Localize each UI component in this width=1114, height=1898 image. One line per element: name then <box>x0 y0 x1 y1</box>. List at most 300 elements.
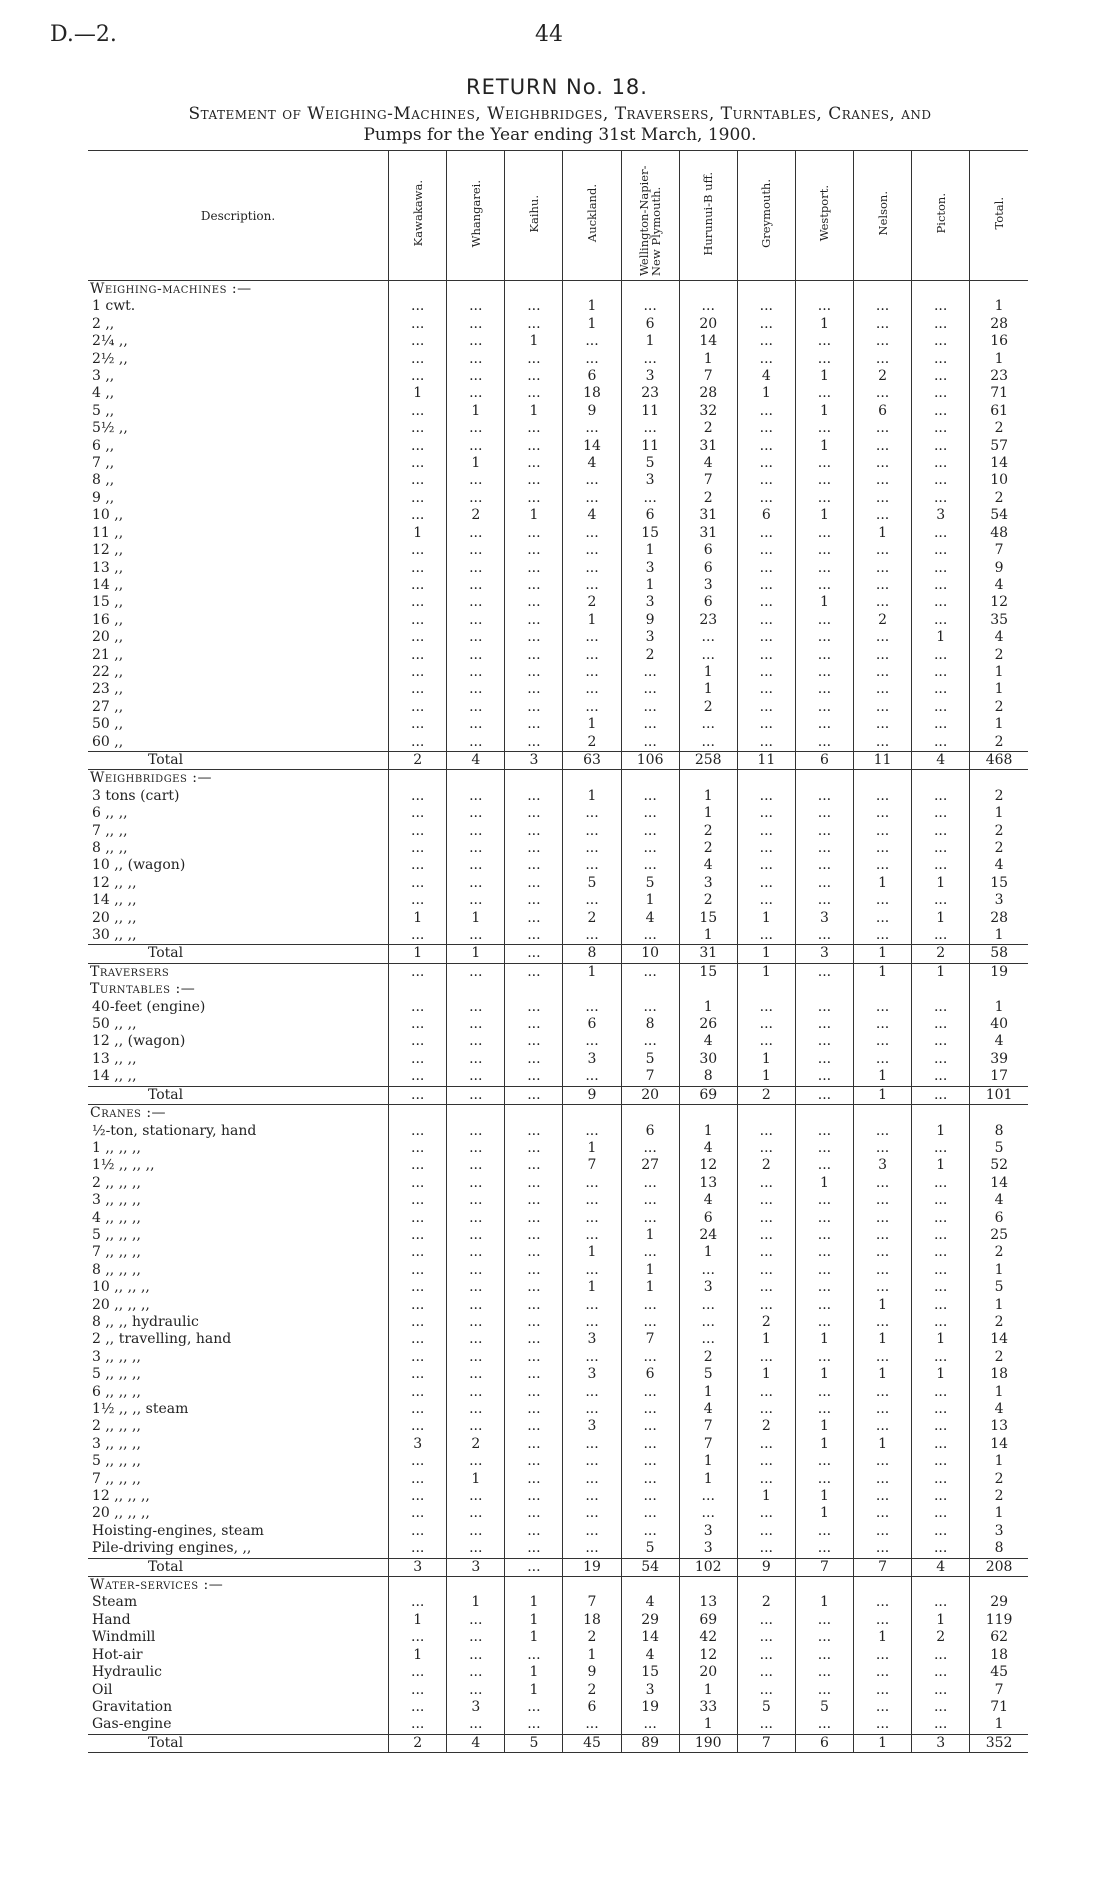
cell-value: ... <box>737 316 795 333</box>
cell-value: ... <box>563 1401 621 1418</box>
cell-value: ... <box>447 1401 505 1418</box>
cell-value: ... <box>854 316 912 333</box>
cell-value: 71 <box>970 385 1028 402</box>
cell-value: 1 <box>679 1453 737 1470</box>
cell-value: 1 <box>505 1664 563 1681</box>
table-row <box>88 542 1028 559</box>
table-row <box>88 1033 1028 1050</box>
row-label: 5 ,, ,, ,, <box>92 1453 141 1470</box>
cell-value: ... <box>447 788 505 805</box>
cell-value: ... <box>912 351 970 368</box>
cell-value: ... <box>737 1682 795 1699</box>
row-label: 10 ,, (wagon) <box>92 857 186 874</box>
cell-value: ... <box>795 612 853 629</box>
cell-value: 1 <box>795 438 853 455</box>
cell-value: ... <box>505 1401 563 1418</box>
cell-value: 13 <box>679 1594 737 1611</box>
cell-value: 1 <box>447 455 505 472</box>
cell-value: ... <box>389 438 447 455</box>
cell-value: 4 <box>621 1594 679 1611</box>
cell-value: 11 <box>854 751 912 769</box>
cell-value: 4 <box>679 857 737 874</box>
row-label: Weighing-machines :— <box>90 281 252 297</box>
cell-value: 6 <box>795 1734 853 1752</box>
row-label: 8 ,, ,, <box>92 840 128 856</box>
row-label: 50 ,, <box>92 716 124 733</box>
cell-value: 29 <box>621 1612 679 1629</box>
col-header-wellington <box>621 151 679 281</box>
cell-value: 2 <box>970 1349 1028 1366</box>
cell-value: 3 <box>970 892 1028 909</box>
cell-value: 1 <box>679 351 737 368</box>
cell-value: 20 <box>679 1664 737 1681</box>
cell-value: ... <box>563 664 621 681</box>
cell-value: ... <box>389 1068 447 1086</box>
cell-value: ... <box>389 594 447 611</box>
cell-value: 2 <box>563 1629 621 1646</box>
cell-value: 1 <box>854 1068 912 1086</box>
cell-value: ... <box>795 823 853 840</box>
cell-value: 71 <box>970 1699 1028 1716</box>
table-row <box>88 1157 1028 1174</box>
cell-value <box>970 281 1028 299</box>
col-header-westport <box>795 151 853 281</box>
cell-value: ... <box>854 716 912 733</box>
cell-value: 4 <box>970 1401 1028 1418</box>
cell-value: 1 <box>970 1297 1028 1314</box>
row-label: Weighbridges :— <box>90 770 212 787</box>
cell-value: 1 <box>505 333 563 350</box>
cell-value: 1 <box>912 1123 970 1140</box>
cell-value: ... <box>447 1523 505 1540</box>
cell-value: ... <box>912 1033 970 1050</box>
cell-value: 14 <box>970 455 1028 472</box>
cell-value: 24 <box>679 1227 737 1244</box>
cell-value: ... <box>737 857 795 874</box>
cell-value: ... <box>389 560 447 577</box>
cell-value <box>737 281 795 299</box>
cell-value: 1 <box>854 1629 912 1646</box>
cell-value <box>505 1577 563 1595</box>
table-row <box>88 1068 1028 1086</box>
row-label: Hoisting-engines, steam <box>92 1522 264 1539</box>
cell-value: ... <box>389 577 447 594</box>
cell-value: ... <box>737 1192 795 1209</box>
cell-value: ... <box>505 472 563 489</box>
cell-value: ... <box>447 999 505 1016</box>
cell-value: ... <box>447 629 505 646</box>
cell-value: ... <box>854 351 912 368</box>
cell-value: 1 <box>795 1418 853 1435</box>
cell-value: ... <box>737 594 795 611</box>
cell-value: ... <box>505 1453 563 1470</box>
cell-value: ... <box>854 734 912 752</box>
cell-value: 4 <box>970 629 1028 646</box>
table-row <box>88 1331 1028 1348</box>
cell-value: 2 <box>621 647 679 664</box>
cell-value: 69 <box>679 1086 737 1104</box>
cell-value: ... <box>737 1453 795 1470</box>
table-row <box>88 612 1028 629</box>
cell-value: ... <box>505 664 563 681</box>
cell-value: ... <box>447 594 505 611</box>
cell-value: 1 <box>621 1279 679 1296</box>
col-label: Westport. <box>817 185 832 242</box>
cell-value: 101 <box>970 1086 1028 1104</box>
cell-value: 7 <box>970 542 1028 559</box>
table-row <box>88 1384 1028 1401</box>
cell-value: ... <box>621 1175 679 1192</box>
cell-value <box>621 1577 679 1595</box>
cell-value: ... <box>854 1227 912 1244</box>
cell-value: ... <box>505 612 563 629</box>
cell-value: 1 <box>679 681 737 698</box>
cell-value: ... <box>447 1453 505 1470</box>
cell-value: ... <box>505 368 563 385</box>
section-header <box>88 281 1028 299</box>
cell-value: ... <box>505 1505 563 1522</box>
cell-value: 2 <box>447 1436 505 1453</box>
row-label: ½-ton, stationary, hand <box>92 1122 257 1139</box>
row-label: 12 ,, (wagon) <box>92 1033 186 1050</box>
cell-value <box>621 281 679 299</box>
cell-value: ... <box>737 1629 795 1646</box>
cell-value: ... <box>447 1540 505 1558</box>
total-row <box>88 1086 1028 1104</box>
cell-value: 2 <box>679 1349 737 1366</box>
cell-value: 2 <box>970 734 1028 752</box>
cell-value: ... <box>854 699 912 716</box>
cell-value: ... <box>447 734 505 752</box>
cell-value: ... <box>737 1436 795 1453</box>
cell-value: ... <box>389 1699 447 1716</box>
cell-value: ... <box>505 1488 563 1505</box>
page-number: 44 <box>535 22 563 47</box>
cell-value: ... <box>912 455 970 472</box>
cell-value: 2 <box>737 1418 795 1435</box>
row-label: 1½ ,, ,, steam <box>92 1401 189 1417</box>
cell-value: ... <box>621 420 679 437</box>
cell-value: 61 <box>970 403 1028 420</box>
cell-value: ... <box>854 1401 912 1418</box>
cell-value: ... <box>563 560 621 577</box>
cell-value: ... <box>854 1664 912 1681</box>
cell-value: ... <box>505 351 563 368</box>
cell-value: ... <box>737 823 795 840</box>
cell-value: ... <box>563 1471 621 1488</box>
cell-value: 4 <box>970 857 1028 874</box>
cell-value: 1 <box>679 788 737 805</box>
cell-value: 7 <box>621 1068 679 1086</box>
cell-value: ... <box>447 1366 505 1383</box>
row-label: 9 ,, <box>92 489 115 506</box>
cell-value: ... <box>389 647 447 664</box>
cell-value: ... <box>854 1033 912 1050</box>
cell-value: ... <box>737 577 795 594</box>
cell-value: 4 <box>970 1033 1028 1050</box>
cell-value: ... <box>389 490 447 507</box>
cell-value: ... <box>563 823 621 840</box>
cell-value: ... <box>854 1418 912 1435</box>
cell-value: ... <box>505 1349 563 1366</box>
cell-value: ... <box>912 840 970 857</box>
table-row <box>88 1297 1028 1314</box>
cell-value: 5 <box>737 1699 795 1716</box>
cell-value: ... <box>505 963 563 981</box>
cell-value: ... <box>854 1349 912 1366</box>
cell-value: 3 <box>679 875 737 892</box>
cell-value: ... <box>621 1244 679 1261</box>
cell-value: ... <box>447 1314 505 1331</box>
cell-value: 15 <box>621 1664 679 1681</box>
section-header <box>88 1105 1028 1123</box>
cell-value: ... <box>854 1612 912 1629</box>
cell-value: ... <box>505 1366 563 1383</box>
cell-value: 1 <box>737 1366 795 1383</box>
cell-value: 2 <box>970 1314 1028 1331</box>
cell-value: 208 <box>970 1558 1028 1576</box>
cell-value: ... <box>737 1716 795 1734</box>
row-label: 20 ,, ,, <box>92 909 137 926</box>
cell-value: ... <box>389 1192 447 1209</box>
cell-value: 8 <box>563 945 621 963</box>
cell-value: ... <box>505 1140 563 1157</box>
cell-value: 7 <box>854 1558 912 1576</box>
cell-value <box>912 981 970 998</box>
cell-value: ... <box>795 1157 853 1174</box>
cell-value: 2 <box>737 1314 795 1331</box>
cell-value: ... <box>563 1192 621 1209</box>
cell-value: ... <box>854 542 912 559</box>
cell-value: ... <box>912 542 970 559</box>
cell-value: ... <box>389 1123 447 1140</box>
cell-value: ... <box>795 1262 853 1279</box>
cell-value: 352 <box>970 1734 1028 1752</box>
col-header-hurunui <box>679 151 737 281</box>
cell-value: ... <box>389 857 447 874</box>
cell-value: ... <box>563 1227 621 1244</box>
cell-value: 9 <box>563 403 621 420</box>
cell-value: ... <box>447 298 505 315</box>
cell-value: 2 <box>912 1629 970 1646</box>
table-row <box>88 1664 1028 1681</box>
cell-value: 16 <box>970 333 1028 350</box>
cell-value: ... <box>912 823 970 840</box>
cell-value: 11 <box>621 438 679 455</box>
cell-value: ... <box>795 472 853 489</box>
cell-value: ... <box>505 1699 563 1716</box>
cell-value: 3 <box>621 472 679 489</box>
cell-value: 20 <box>679 316 737 333</box>
cell-value: ... <box>447 438 505 455</box>
cell-value: ... <box>621 1436 679 1453</box>
cell-value: ... <box>912 699 970 716</box>
table-row <box>88 1471 1028 1488</box>
cell-value: ... <box>505 1471 563 1488</box>
cell-value: 1 <box>563 788 621 805</box>
cell-value: 62 <box>970 1629 1028 1646</box>
cell-value: ... <box>795 1471 853 1488</box>
cell-value: ... <box>389 1086 447 1104</box>
cell-value <box>563 981 621 998</box>
cell-value: ... <box>737 438 795 455</box>
cell-value: 7 <box>563 1594 621 1611</box>
cell-value: 1 <box>970 1384 1028 1401</box>
statement-line-1: Statement of Weighing-Machines, Weighbridges, Traversers, Turntables, Cranes, and <box>188 104 932 124</box>
cell-value: ... <box>912 788 970 805</box>
table-row <box>88 1523 1028 1540</box>
cell-value: ... <box>854 1699 912 1716</box>
cell-value: 8 <box>970 1123 1028 1140</box>
cell-value: ... <box>447 805 505 822</box>
cell-value: 1 <box>621 1227 679 1244</box>
cell-value: ... <box>795 1682 853 1699</box>
cell-value: ... <box>447 1244 505 1261</box>
document-code: D.—2. <box>50 22 117 47</box>
cell-value: ... <box>389 472 447 489</box>
cell-value: ... <box>447 1682 505 1699</box>
cell-value: 2 <box>737 1157 795 1174</box>
cell-value: ... <box>912 560 970 577</box>
cell-value: ... <box>621 1523 679 1540</box>
cell-value: ... <box>795 1033 853 1050</box>
cell-value: 2 <box>970 647 1028 664</box>
cell-value: ... <box>621 298 679 315</box>
table-row <box>88 1016 1028 1033</box>
cell-value: 1 <box>737 1068 795 1086</box>
cell-value: 52 <box>970 1157 1028 1174</box>
cell-value: ... <box>505 455 563 472</box>
cell-value: 4 <box>679 1033 737 1050</box>
table-row <box>88 1629 1028 1646</box>
cell-value: ... <box>505 823 563 840</box>
cell-value: 31 <box>679 525 737 542</box>
table-row <box>88 999 1028 1016</box>
cell-value: 1 <box>563 612 621 629</box>
cell-value: ... <box>854 1523 912 1540</box>
cell-value: ... <box>737 420 795 437</box>
cell-value: ... <box>854 629 912 646</box>
cell-value: ... <box>447 1086 505 1104</box>
cell-value: 4 <box>563 507 621 524</box>
cell-value: ... <box>737 664 795 681</box>
cell-value: 1 <box>737 385 795 402</box>
table-row <box>88 1647 1028 1664</box>
col-header-total <box>970 151 1028 281</box>
cell-value: ... <box>854 455 912 472</box>
cell-value: ... <box>389 963 447 981</box>
cell-value: 3 <box>389 1558 447 1576</box>
cell-value: 6 <box>679 594 737 611</box>
table-row <box>88 560 1028 577</box>
cell-value: 2 <box>737 1594 795 1611</box>
table-row <box>88 1716 1028 1734</box>
cell-value: ... <box>912 1471 970 1488</box>
table-row <box>88 385 1028 402</box>
row-label: 40-feet (engine) <box>92 998 206 1015</box>
cell-value: ... <box>505 1086 563 1104</box>
cell-value: 3 <box>447 1558 505 1576</box>
cell-value: 4 <box>970 577 1028 594</box>
cell-value: ... <box>854 823 912 840</box>
cell-value: ... <box>912 999 970 1016</box>
cell-value: ... <box>854 1123 912 1140</box>
cell-value: ... <box>912 734 970 752</box>
cell-value: ... <box>447 1262 505 1279</box>
cell-value <box>679 981 737 998</box>
cell-value: ... <box>854 1262 912 1279</box>
cell-value: ... <box>795 892 853 909</box>
cell-value: ... <box>563 1716 621 1734</box>
cell-value: 1 <box>621 577 679 594</box>
cell-value: ... <box>912 525 970 542</box>
cell-value <box>854 281 912 299</box>
row-label: Total <box>88 751 389 769</box>
cell-value: 6 <box>679 560 737 577</box>
cell-value: ... <box>795 1016 853 1033</box>
cell-value: ... <box>563 1175 621 1192</box>
cell-value: 4 <box>447 751 505 769</box>
cell-value: ... <box>389 1314 447 1331</box>
cell-value: 19 <box>970 963 1028 981</box>
cell-value: 1 <box>505 507 563 524</box>
cell-value: 18 <box>970 1647 1028 1664</box>
row-label: 3 ,, ,, ,, <box>92 1435 141 1452</box>
row-label: Traversers <box>90 963 170 980</box>
cell-value <box>621 1105 679 1123</box>
cell-value: ... <box>737 472 795 489</box>
cell-value: 4 <box>621 1647 679 1664</box>
cell-value <box>505 281 563 299</box>
cell-value: ... <box>795 1384 853 1401</box>
cell-value: ... <box>389 1629 447 1646</box>
cell-value: ... <box>854 560 912 577</box>
table-row <box>88 1051 1028 1068</box>
cell-value: ... <box>854 788 912 805</box>
cell-value: ... <box>912 1175 970 1192</box>
cell-value: 2 <box>563 1682 621 1699</box>
cell-value: 27 <box>621 1157 679 1174</box>
row-label: 12 ,, ,, ,, <box>92 1488 150 1505</box>
cell-value: ... <box>563 840 621 857</box>
table-row <box>88 1279 1028 1296</box>
cell-value: ... <box>737 1175 795 1192</box>
cell-value: 20 <box>621 1086 679 1104</box>
cell-value: ... <box>912 1436 970 1453</box>
cell-value: ... <box>621 490 679 507</box>
cell-value: ... <box>563 699 621 716</box>
cell-value: ... <box>912 298 970 315</box>
cell-value: 1 <box>970 664 1028 681</box>
cell-value: 1 <box>854 1366 912 1383</box>
cell-value: ... <box>912 316 970 333</box>
cell-value: 1 <box>563 716 621 733</box>
cell-value: 1 <box>970 1262 1028 1279</box>
table-row <box>88 910 1028 927</box>
cell-value: ... <box>389 1033 447 1050</box>
cell-value: ... <box>854 1471 912 1488</box>
cell-value: 4 <box>563 455 621 472</box>
cell-value: 2 <box>389 751 447 769</box>
cell-value: ... <box>621 681 679 698</box>
cell-value: ... <box>563 472 621 489</box>
cell-value <box>912 1105 970 1123</box>
cell-value: ... <box>505 788 563 805</box>
cell-value: ... <box>621 1453 679 1470</box>
cell-value: ... <box>912 385 970 402</box>
cell-value: ... <box>389 1540 447 1558</box>
cell-value <box>912 281 970 299</box>
